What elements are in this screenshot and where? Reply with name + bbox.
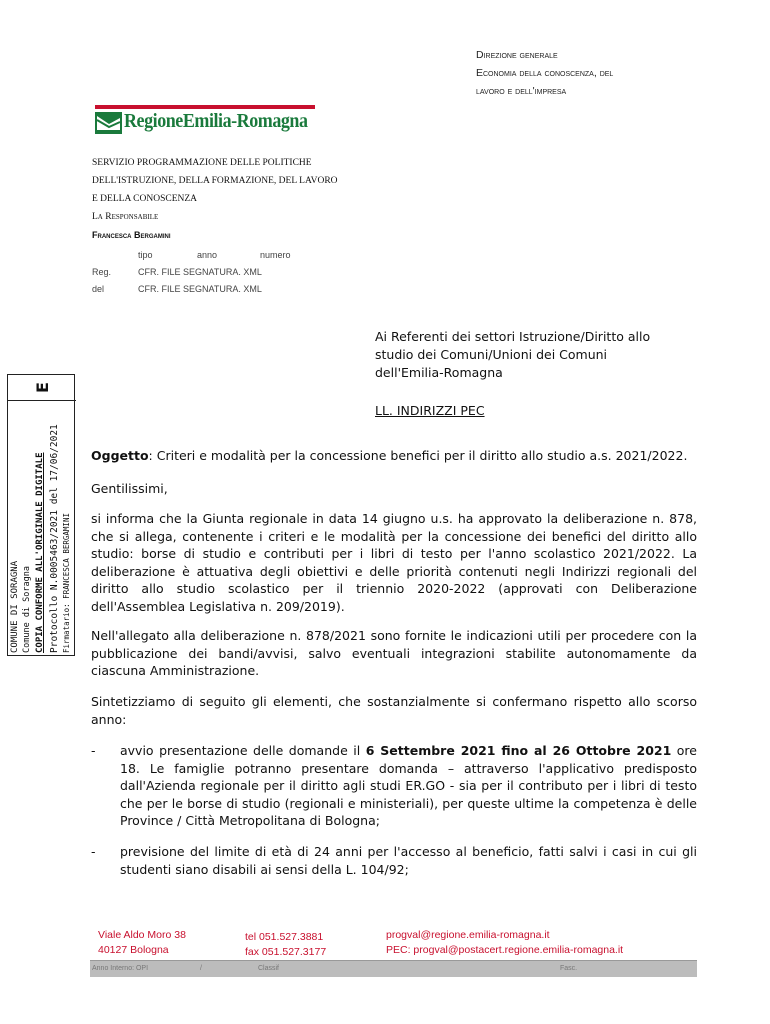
protocol-header-anno: anno xyxy=(197,250,218,260)
subject-label: Oggetto xyxy=(91,448,149,463)
paragraph-1: si informa che la Giunta regionale in data 14 giugno u.s. ha approvato la deliberazione n. 878, che si allega, contenente i criteri e le modalità per la concessione dei benefici del diritto allo studio: borse di studio e contributi per i libri di testo per l'anno scolastico 2021/2022. La deliberazione è attuativa degli obiettivi e delle priorità contenuti negli Indirizzi regionali del diritto allo studio scolastico per il triennio 2020-2022 (approvati con Deliberazione dell'Assemblea Legislativa n. 209/2019). xyxy=(91,511,697,614)
recipient-line: studio dei Comuni/Unioni dei Comuni xyxy=(375,347,608,362)
stamp-line: COPIA CONFORME ALL'ORIGINALE DIGITALE xyxy=(35,452,45,653)
service-line: DELL'ISTRUZIONE, DELLA FORMAZIONE, DEL LAVORO xyxy=(92,176,338,186)
bullet-dash: - xyxy=(91,743,96,758)
footer-bar-fasc: Fasc. xyxy=(560,965,578,972)
protocol-row-value: CFR. FILE SEGNATURA. XML xyxy=(138,267,262,277)
footer-email: progval@regione.emilia-romagna.it xyxy=(386,929,550,941)
subject-text: : Criteri e modalità per la concessione benefici per il diritto allo studio a.s. 2021/2022. xyxy=(148,448,688,463)
footer-bar-classif: Classif xyxy=(258,965,280,972)
service-manager-name: Francesca Bergamini xyxy=(92,230,171,240)
protocol-row-value: CFR. FILE SEGNATURA. XML xyxy=(138,284,262,294)
protocol-header-numero: numero xyxy=(260,250,291,260)
direction-line: Direzione generale xyxy=(476,49,558,61)
footer-emails xyxy=(386,928,623,958)
footer-classification-bar xyxy=(90,960,697,977)
recipient-block xyxy=(375,328,650,420)
bullet-text: previsione del limite di età di 24 anni per l'accesso al beneficio, fatti salvi i casi in cui gli studenti siano disabili ai sensi della L. 104/92; xyxy=(120,844,697,877)
bullet-date-range: 6 Settembre 2021 fino al 26 Ottobre 2021 xyxy=(365,743,672,758)
footer-phones xyxy=(245,930,326,960)
region-logo-icon xyxy=(95,112,122,134)
copy-conform-stamp xyxy=(7,374,75,656)
service-block xyxy=(92,154,338,244)
direction-line: lavoro e dell'impresa xyxy=(476,85,567,97)
logo-red-bar xyxy=(95,105,315,109)
recipient-pec-link: LL. INDIRIZZI PEC xyxy=(375,403,485,418)
footer-address-line: 40127 Bologna xyxy=(98,944,169,956)
stamp-line: Protocollo N.0005463/2021 del 17/06/2021 xyxy=(49,424,60,653)
subject-line xyxy=(91,447,697,465)
service-role: La Responsabile xyxy=(92,212,159,222)
footer-address xyxy=(98,928,186,958)
recipient-line: Ai Referenti dei settori Istruzione/Diritto allo xyxy=(375,329,651,344)
stamp-line: Comune di Soragna xyxy=(22,566,32,653)
footer-bar-year: Anno Interno: OPI xyxy=(92,965,149,972)
stamp-line: COMUNE DI SORAGNA xyxy=(10,560,20,653)
stamp-line: Firmatario: FRANCESCA BERGAMINI xyxy=(62,513,71,653)
bullet-text-post: ore 18. Le famiglie potranno presentare domanda – attraverso l'applicativo predisposto dall'Azienda regionale per il diritto agli studi ER.GO - sia per il contributo per i libri di testo che per le borse di studio (regionali e ministeriali), per queste ultime la competenza è delle Province / Città Metropolitana di Bologna; xyxy=(120,743,697,828)
footer-pec-email: PEC: progval@postacert.regione.emilia-romagna.it xyxy=(386,944,624,956)
footer-address-line: Viale Aldo Moro 38 xyxy=(98,929,186,941)
protocol-row-label: del xyxy=(92,284,105,294)
service-line: E DELLA CONOSCENZA xyxy=(92,194,198,204)
footer-bar-sep: / xyxy=(200,965,202,972)
direction-block xyxy=(476,46,613,100)
paragraph-2: Nell'allegato alla deliberazione n. 878/2021 sono fornite le indicazioni utili per procedere con la pubblicazione dei bandi/avvisi, salvo eventuali integrazioni stabilite autonomamente da ciascuna Amministrazione. xyxy=(91,628,697,678)
paragraph-3: Sintetizziamo di seguito gli elementi, che sostanzialmente si confermano rispetto allo scorso anno: xyxy=(91,694,697,727)
footer-phone-line: tel 051.527.3881 xyxy=(245,931,324,943)
service-line: SERVIZIO PROGRAMMAZIONE DELLE POLITICHE xyxy=(92,158,312,168)
bullet-text-pre: avvio presentazione delle domande il xyxy=(120,743,366,758)
bullet-dash: - xyxy=(91,844,96,859)
greeting: Gentilissimi, xyxy=(91,481,168,496)
region-logo-text: RegioneEmilia-Romagna xyxy=(124,110,308,132)
stamp-letter: E xyxy=(8,375,76,401)
footer-phone-line: fax 051.527.3177 xyxy=(245,946,327,958)
direction-line: Economia della conoscenza, del xyxy=(476,67,614,79)
bullet-text xyxy=(120,742,697,830)
protocol-row-label: Reg. xyxy=(92,267,112,277)
protocol-header-tipo: tipo xyxy=(138,250,153,260)
recipient-line: dell'Emilia-Romagna xyxy=(375,365,503,380)
